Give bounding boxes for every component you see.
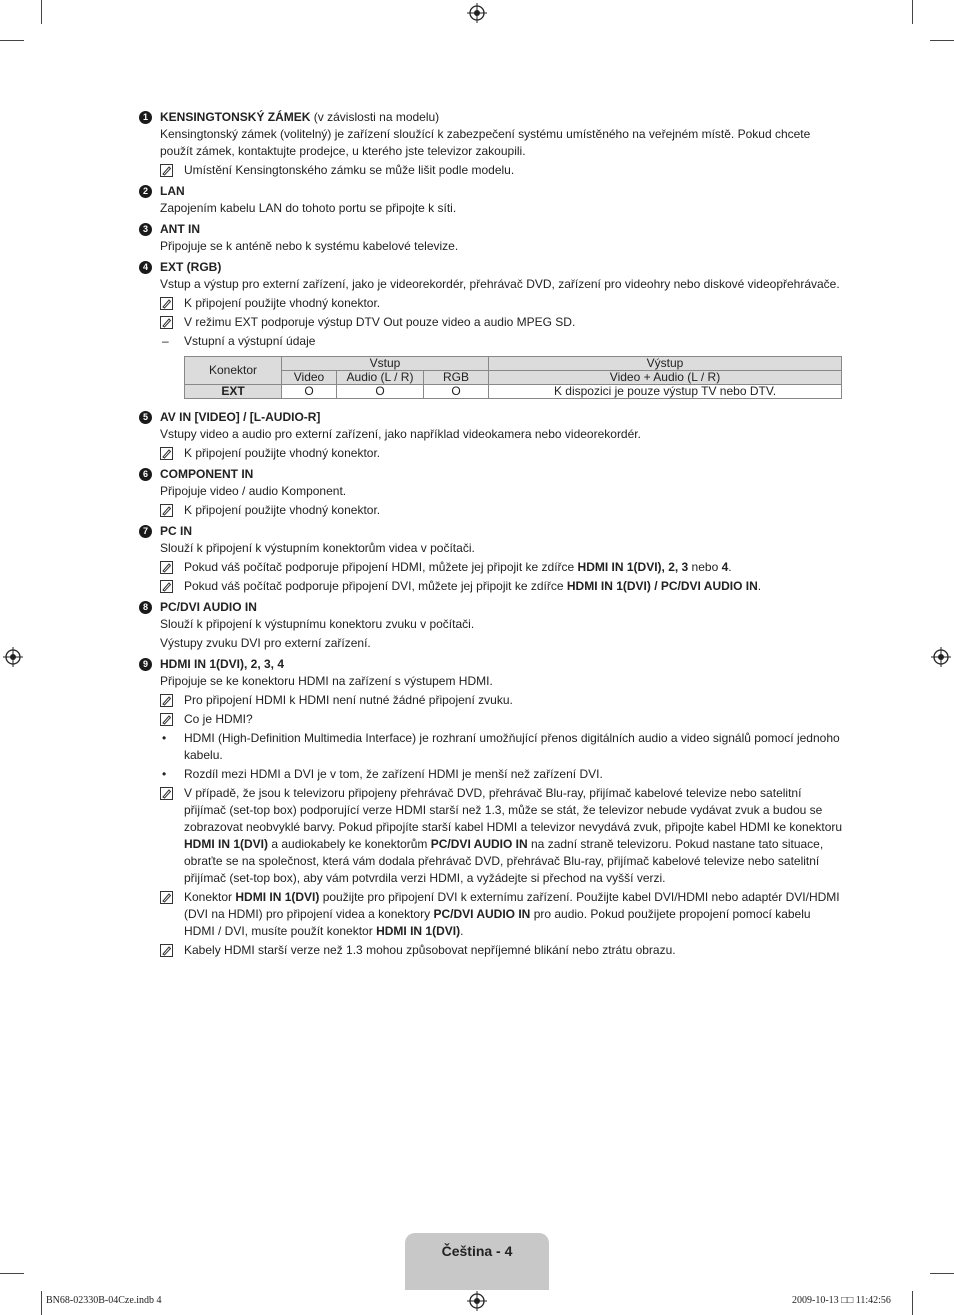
- section-body: Vstup a výstup pro externí zařízení, jako je videorekordér, přehrávač DVD, zařízení pro videohry nebo diskové videopřehrávače.: [160, 277, 840, 291]
- note: [139, 559, 843, 576]
- section-body: Vstupy video a audio pro externí zařízení, jako například videokamera nebo videorekordér.: [160, 427, 641, 441]
- note: [139, 502, 843, 519]
- section-title: EXT (RGB): [160, 260, 222, 274]
- note-text: Konektor: [184, 890, 236, 904]
- footer-file: BN68-02330B-04Cze.indb 4: [46, 1295, 162, 1306]
- section-number: 4: [139, 261, 152, 274]
- table-row: [185, 357, 842, 371]
- ext-spec-table: [184, 356, 842, 399]
- note-text: Pokud váš počítač podporuje připojení HDMI, můžete jej připojit ke zdířce: [184, 560, 578, 574]
- note: [139, 162, 843, 179]
- note-text: V případě, že jsou k televizoru připojeny přehrávač DVD, přehrávač Blu-ray, přijímač kabelové televize nebo satelitní přijímač (set-top box) podporující verze HDMI starší než 1.3, může se stát, že televizor nebude vydávat zvuk a budou se zobrazovat neobvyklé barvy. Pokud připojíte starší kabel HDMI a televizor nevydává zvuk, připojte kabel HDMI ke konektoru: [184, 786, 843, 834]
- table-cell: K dispozici je pouze výstup TV nebo DTV.: [489, 385, 842, 399]
- section-title: LAN: [160, 184, 185, 198]
- note-icon: [160, 504, 173, 517]
- note-icon: [160, 297, 173, 310]
- section-body: Připojuje se ke konektoru HDMI na zařízení s výstupem HDMI.: [160, 674, 493, 688]
- crop-mark: [41, 0, 42, 24]
- table-row: [185, 385, 842, 399]
- page-content: [139, 109, 843, 959]
- section-title: HDMI IN 1(DVI), 2, 3, 4: [160, 657, 285, 671]
- table-cell: O: [337, 385, 424, 399]
- section-title: ANT IN: [160, 222, 200, 236]
- note-text: .: [757, 579, 762, 593]
- crop-mark: [0, 40, 24, 41]
- section-number: 2: [139, 185, 152, 198]
- note-icon: [160, 580, 173, 593]
- note-bold: HDMI IN 1(DVI): [184, 837, 268, 851]
- note-text: nebo: [688, 560, 722, 574]
- bullet-text: Rozdíl mezi HDMI a DVI je v tom, že zařízení HDMI je menší než zařízení DVI.: [184, 767, 603, 781]
- note-text: Pokud váš počítač podporuje připojení DVI, můžete jej připojit ke zdířce: [184, 579, 567, 593]
- section-number: 6: [139, 468, 152, 481]
- section-pc-dvi-audio-in: [139, 599, 843, 652]
- note-text: a audiokabely ke konektorům: [268, 837, 431, 851]
- section-number: 1: [139, 111, 152, 124]
- dash-icon: –: [162, 334, 169, 348]
- crop-mark: [912, 0, 913, 24]
- note-bold: PC/DVI AUDIO IN: [433, 907, 531, 921]
- note-text: Umístění Kensingtonského zámku se může lišit podle modelu.: [184, 163, 515, 177]
- section-body: Připojuje se k anténě nebo k systému kabelové televize.: [160, 239, 459, 253]
- section-title: AV IN [VIDEO] / [L-AUDIO-R]: [160, 410, 321, 424]
- note-bold: PC/DVI AUDIO IN: [430, 837, 528, 851]
- section-body: Kensingtonský zámek (volitelný) je zařízení sloužící k zabezpečení systému umístěného na veřejném místě. Pokud chcete použít zámek, kontaktujte prodejce, u kterého jste televizor zakoupili.: [160, 127, 811, 158]
- bullet-item: [139, 730, 843, 764]
- footer-date: 2009-10-13 □□ 11:42:56: [792, 1295, 891, 1306]
- note-bold: 4: [721, 560, 729, 574]
- crop-mark: [41, 1291, 42, 1315]
- note: [139, 785, 843, 887]
- section-component-in: [139, 466, 843, 519]
- note: [139, 942, 843, 959]
- page-number-tab: [405, 1233, 549, 1290]
- table-header-rgb: RGB: [424, 371, 489, 385]
- section-kensington: [139, 109, 843, 179]
- note: [139, 711, 843, 728]
- note-bold: HDMI IN 1(DVI), 2, 3: [577, 560, 689, 574]
- note-icon: [160, 316, 173, 329]
- note: [139, 578, 843, 595]
- table-header-vstup: Vstup: [282, 357, 489, 371]
- section-title: PC IN: [160, 524, 193, 538]
- bullet-icon: •: [162, 767, 167, 781]
- bullet-item: [139, 766, 843, 783]
- section-number: 3: [139, 223, 152, 236]
- section-title: [139, 109, 843, 126]
- bullet-text: HDMI (High-Definition Multimedia Interface) je rozhraní umožňující přenos digitálních audio a video signálů pomocí jednoho kabelu.: [184, 731, 840, 762]
- crop-mark: [930, 40, 954, 41]
- crop-mark: [930, 1273, 954, 1274]
- section-hdmi-in: [139, 656, 843, 959]
- bullet-icon: •: [162, 731, 167, 745]
- section-title: PC/DVI AUDIO IN: [160, 600, 257, 614]
- section-ext-rgb: [139, 259, 843, 399]
- dash-item: [139, 333, 843, 350]
- section-body: Slouží k připojení k výstupnímu konektoru zvuku v počítači.: [160, 617, 475, 631]
- section-number: 8: [139, 601, 152, 614]
- note-icon: [160, 694, 173, 707]
- section-body: Slouží k připojení k výstupním konektorům videa v počítači.: [160, 541, 475, 555]
- registration-mark-icon: [467, 1291, 487, 1311]
- section-number: 9: [139, 658, 152, 671]
- title-text: KENSINGTONSKÝ ZÁMEK: [160, 110, 311, 124]
- registration-mark-icon: [467, 3, 487, 23]
- section-ant-in: [139, 221, 843, 255]
- crop-mark: [912, 1291, 913, 1315]
- note-text: .: [460, 924, 464, 938]
- section-av-in: [139, 409, 843, 462]
- table-header-out: Video + Audio (L / R): [489, 371, 842, 385]
- section-body: Výstupy zvuku DVI pro externí zařízení.: [160, 636, 371, 650]
- note: [139, 889, 843, 940]
- note-icon: [160, 164, 173, 177]
- table-header-audio: Audio (L / R): [337, 371, 424, 385]
- table-header-video: Video: [282, 371, 337, 385]
- section-number: 5: [139, 411, 152, 424]
- note-text: Pro připojení HDMI k HDMI není nutné žádné připojení zvuku.: [184, 693, 513, 707]
- note-text: K připojení použijte vhodný konektor.: [184, 296, 381, 310]
- dash-text: Vstupní a výstupní údaje: [184, 334, 316, 348]
- note: [139, 445, 843, 462]
- crop-mark: [0, 1273, 24, 1274]
- note-icon: [160, 787, 173, 800]
- table-cell: O: [282, 385, 337, 399]
- note-icon: [160, 713, 173, 726]
- note-bold: HDMI IN 1(DVI): [235, 890, 320, 904]
- title-suffix: (v závislosti na modelu): [310, 110, 440, 124]
- note-text: použijte pro připojení DVI k externímu zařízení. Použijte kabel DVI/HDMI nebo adaptér DVI/HDMI (DVI na HDMI) pro připojení videa a konektory: [184, 890, 840, 921]
- note: [139, 314, 843, 331]
- note-text: Co je HDMI?: [184, 712, 253, 726]
- table-header-vystup: Výstup: [489, 357, 842, 371]
- table-cell: O: [424, 385, 489, 399]
- section-body: Zapojením kabelu LAN do tohoto portu se připojte k síti.: [160, 201, 457, 215]
- section-pc-in: [139, 523, 843, 595]
- note-text: na zadní straně televizoru. Pokud nastane tato situace, obraťte se na společnost, která vám dodala přehrávač DVD, přehrávač Blu-ray, přijímač kabelové televize nebo satelitní přijímač (set-top box), aby vám potvrdila verzi HDMI, a vyžádejte si přechod na vyšší verzi.: [184, 837, 824, 885]
- table-cell-name: EXT: [185, 385, 282, 399]
- registration-mark-icon: [3, 647, 23, 667]
- table-row: [185, 371, 842, 385]
- note-bold: HDMI IN 1(DVI) / PC/DVI AUDIO IN: [566, 579, 758, 593]
- note-text: Kabely HDMI starší verze než 1.3 mohou způsobovat nepříjemné blikání nebo ztrátu obrazu.: [184, 943, 676, 957]
- section-lan: [139, 183, 843, 217]
- note-text: K připojení použijte vhodný konektor.: [184, 446, 381, 460]
- note-text: V režimu EXT podporuje výstup DTV Out pouze video a audio MPEG SD.: [184, 315, 576, 329]
- note-icon: [160, 447, 173, 460]
- note: [139, 295, 843, 312]
- section-body: Připojuje video / audio Komponent.: [160, 484, 347, 498]
- page-number: Čeština - 4: [441, 1243, 513, 1259]
- note-icon: [160, 561, 173, 574]
- note: [139, 692, 843, 709]
- section-number: 7: [139, 525, 152, 538]
- registration-mark-icon: [931, 647, 951, 667]
- note-icon: [160, 944, 173, 957]
- table-header-konektor: Konektor: [185, 357, 282, 385]
- section-title: COMPONENT IN: [160, 467, 254, 481]
- note-text: K připojení použijte vhodný konektor.: [184, 503, 381, 517]
- note-bold: HDMI IN 1(DVI): [376, 924, 461, 938]
- note-text: .: [728, 560, 732, 574]
- note-text: pro audio. Pokud použijete propojení pomocí kabelu HDMI / DVI, musíte použít konektor: [184, 907, 811, 938]
- note-icon: [160, 891, 173, 904]
